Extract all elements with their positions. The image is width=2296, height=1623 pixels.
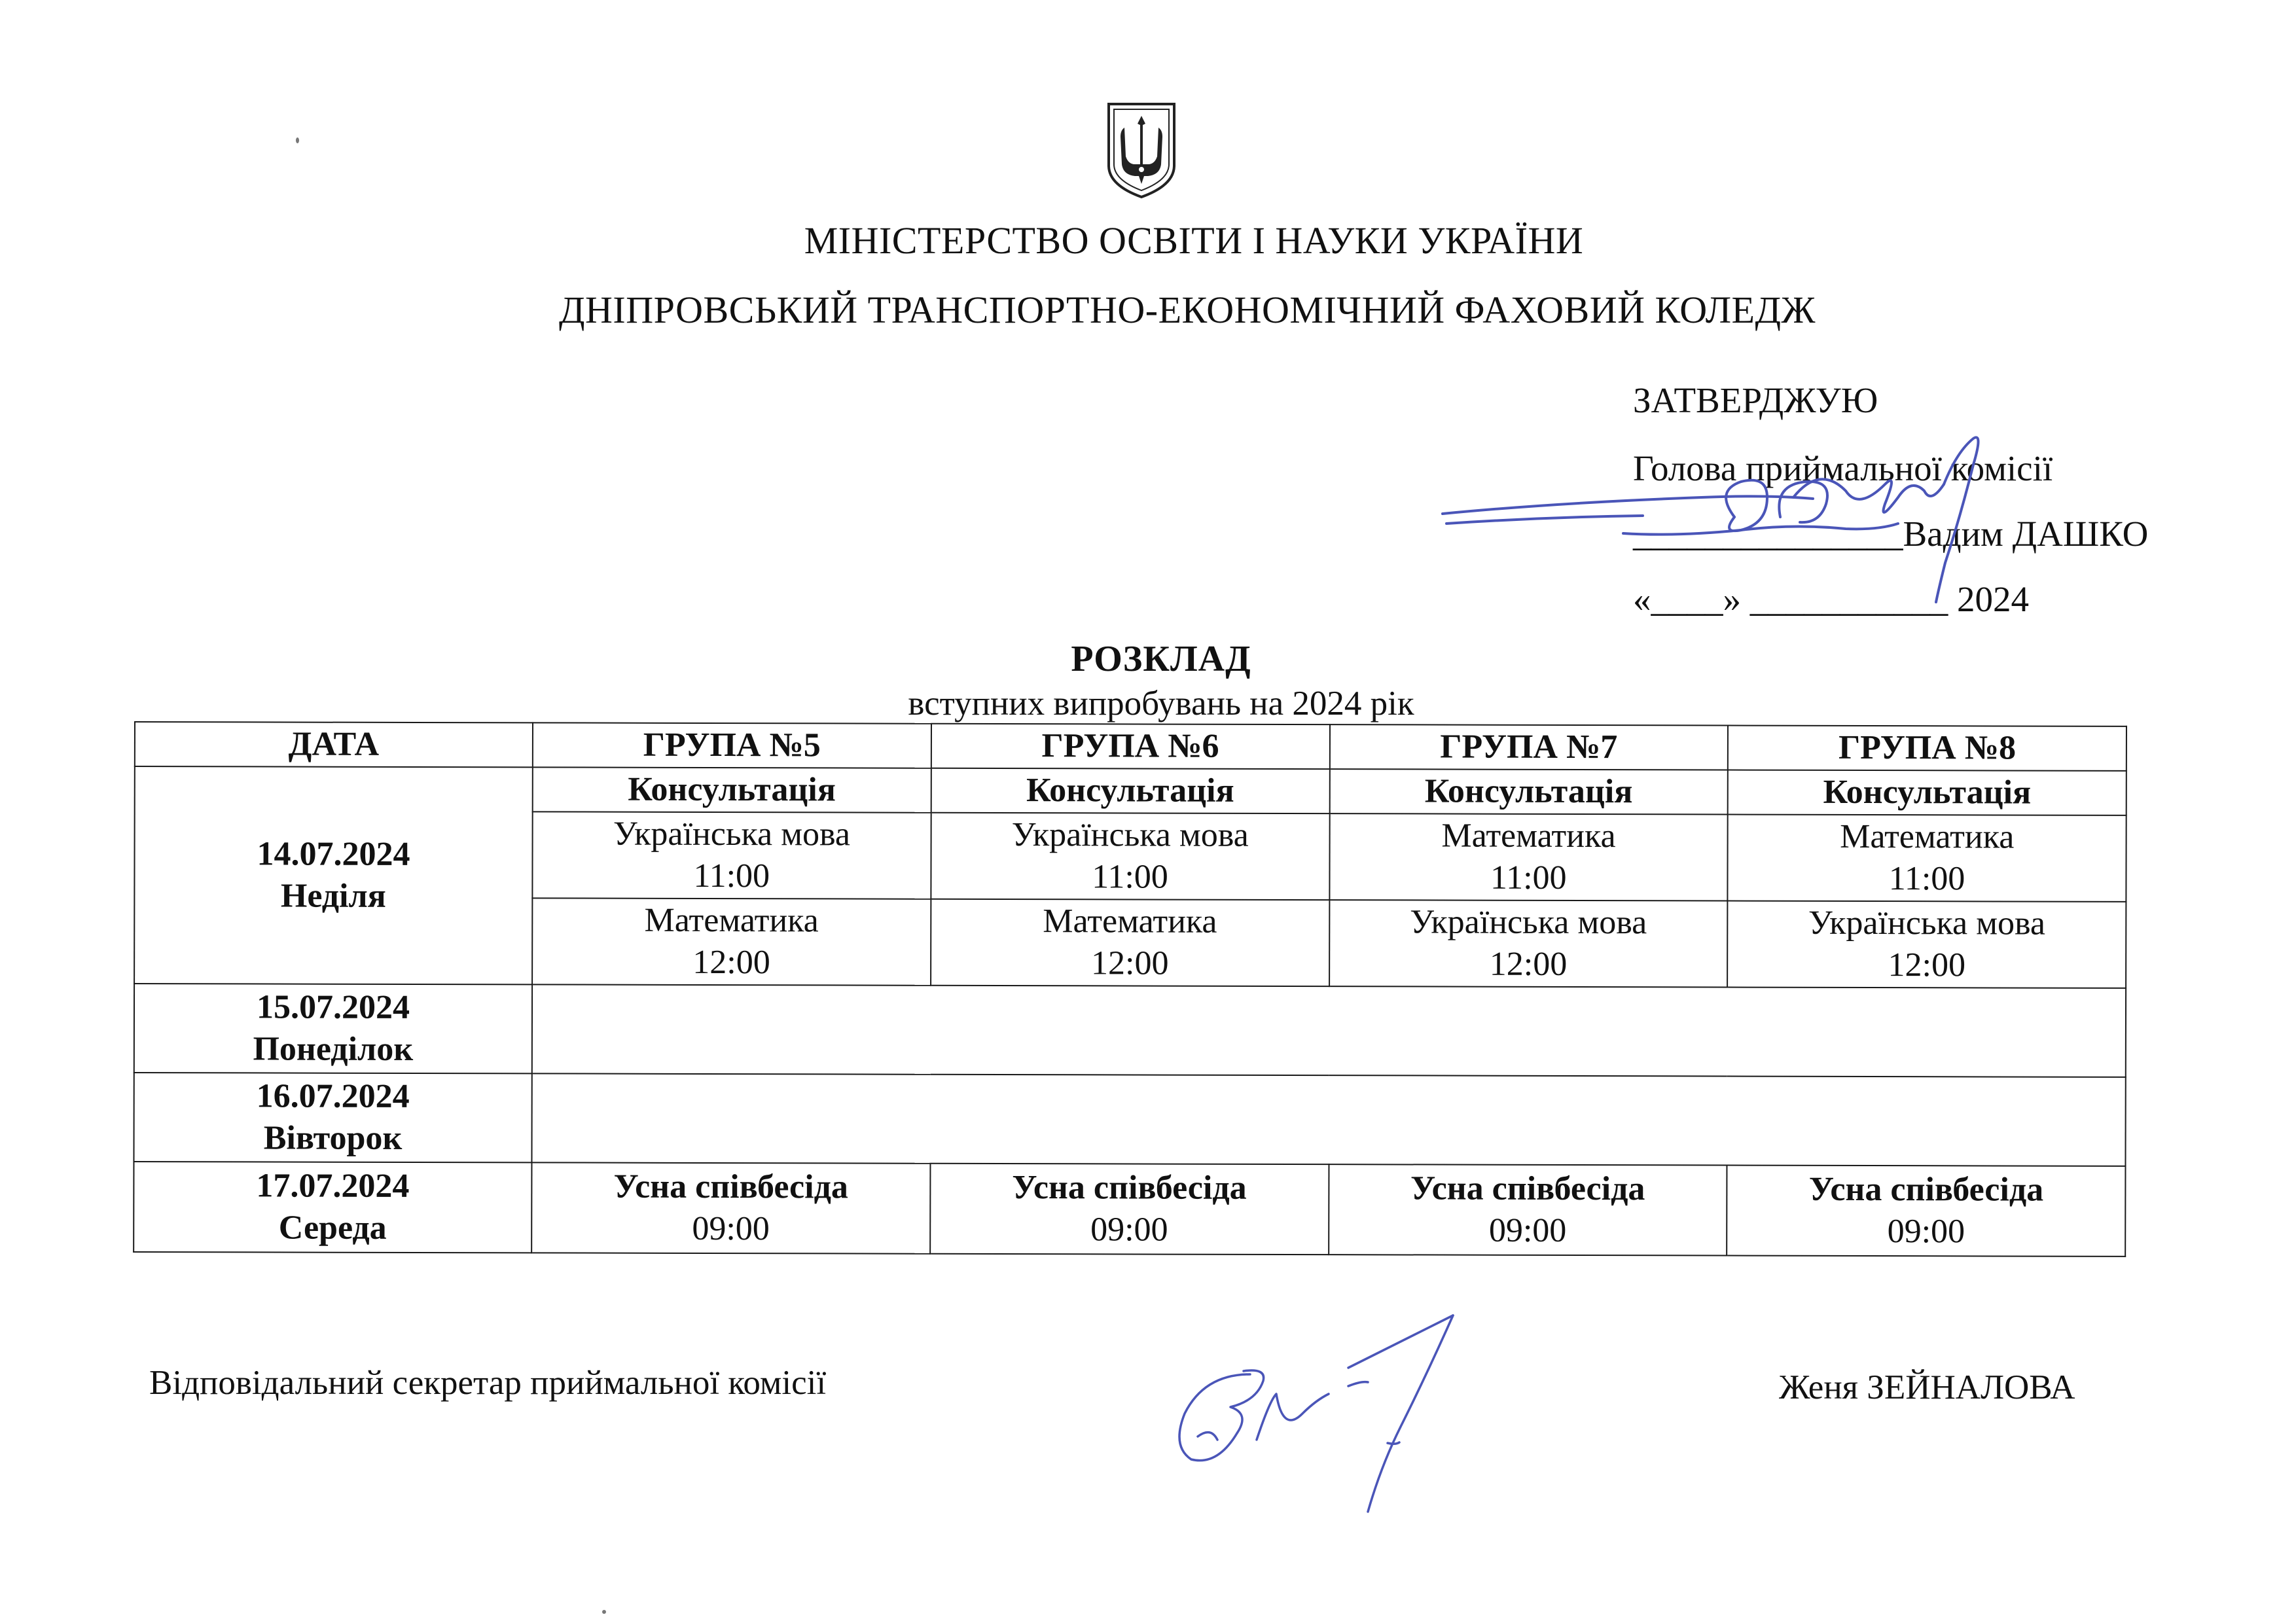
consultation-label: Консультація <box>931 768 1329 813</box>
schedule-cell <box>1329 900 1728 987</box>
date-cell <box>134 984 532 1073</box>
time: 09:00 <box>1887 1213 1965 1251</box>
schedule-cell <box>1728 815 2126 902</box>
secretary-signature <box>1152 1302 1558 1525</box>
schedule-cell <box>1727 901 2126 988</box>
table-row <box>134 1073 2125 1166</box>
table-row <box>134 984 2126 1077</box>
weekday-value: Неділя <box>280 877 386 915</box>
table-row <box>135 766 2126 815</box>
time: 11:00 <box>1490 859 1567 897</box>
schedule-cell <box>532 898 931 985</box>
time: 12:00 <box>692 943 770 982</box>
document-title: РОЗКЛАД <box>1071 639 1251 679</box>
schedule-cell <box>931 813 1329 900</box>
event: Усна співбесіда <box>613 1168 848 1206</box>
coat-of-arms-icon <box>1105 101 1178 200</box>
subject: Математика <box>1840 817 2015 856</box>
event: Усна співбесіда <box>1012 1169 1247 1207</box>
subject: Українська мова <box>1011 816 1249 854</box>
schedule-cell <box>531 1162 930 1253</box>
time: 12:00 <box>1888 946 1966 984</box>
table-row <box>134 1162 2125 1257</box>
weekday-value: Понеділок <box>253 1030 414 1068</box>
subject: Українська мова <box>613 815 851 853</box>
header-group-8: ГРУПА №8 <box>1728 726 2126 771</box>
weekday-value: Вівторок <box>263 1119 403 1157</box>
time: 11:00 <box>1888 860 1965 898</box>
date-value: 14.07.2024 <box>257 835 410 873</box>
time: 09:00 <box>1090 1211 1168 1249</box>
time: 12:00 <box>1090 944 1169 982</box>
approval-title: ЗАТВЕРДЖУЮ <box>1633 380 1878 420</box>
approval-date-line: «____» ___________ 2024 <box>1633 579 2029 619</box>
college-name: ДНІПРОВСЬКИЙ ТРАНСПОРТНО-ЕКОНОМІЧНИЙ ФАХОВИЙ КОЛЕДЖ <box>558 289 1816 331</box>
paper-speck <box>296 137 299 143</box>
event: Усна співбесіда <box>1410 1169 1645 1208</box>
date-cell <box>134 1073 531 1162</box>
schedule-cell <box>1727 1166 2125 1257</box>
date-cell <box>134 766 533 984</box>
approval-role: Голова приймальної комісії <box>1633 448 2053 488</box>
time: 11:00 <box>1092 858 1168 896</box>
head-signature <box>1427 425 2003 609</box>
schedule-cell <box>532 812 931 899</box>
consultation-label: Консультація <box>533 767 931 812</box>
subject: Математика <box>644 901 819 940</box>
date-value: 17.07.2024 <box>256 1167 410 1205</box>
time: 11:00 <box>693 857 770 895</box>
header-group-7: ГРУПА №7 <box>1329 724 1728 770</box>
paper-speck <box>602 1610 606 1614</box>
empty-cell <box>531 1073 2125 1166</box>
approval-name-line: _______________Вадим ДАШКО <box>1633 514 2149 554</box>
event: Усна співбесіда <box>1808 1170 2044 1209</box>
date-cell <box>134 1162 531 1253</box>
secretary-role: Відповідальний секретар приймальної комісії <box>149 1364 827 1402</box>
schedule-cell <box>1329 1164 1727 1255</box>
subject: Математика <box>1043 902 1217 940</box>
consultation-label: Консультація <box>1329 769 1728 814</box>
schedule-table <box>133 721 2127 1257</box>
ministry-name: МІНІСТЕРСТВО ОСВІТИ І НАУКИ УКРАЇНИ <box>804 219 1584 262</box>
date-value: 15.07.2024 <box>256 988 410 1026</box>
subject: Математика <box>1441 817 1616 855</box>
schedule-cell <box>931 899 1329 986</box>
header-group-6: ГРУПА №6 <box>931 724 1330 769</box>
time: 09:00 <box>692 1209 770 1248</box>
consultation-label: Консультація <box>1728 770 2126 815</box>
subject: Українська мова <box>1410 903 1647 942</box>
schedule-cell <box>1329 813 1728 901</box>
empty-cell <box>532 984 2126 1077</box>
header-group-5: ГРУПА №5 <box>533 722 931 768</box>
table-header-row <box>135 722 2126 771</box>
schedule-cell <box>930 1164 1329 1255</box>
header-date: ДАТА <box>135 722 533 767</box>
time: 09:00 <box>1488 1211 1567 1249</box>
time: 12:00 <box>1489 945 1568 983</box>
date-value: 16.07.2024 <box>256 1077 410 1115</box>
secretary-name: Женя ЗЕЙНАЛОВА <box>1779 1368 2075 1406</box>
weekday-value: Середа <box>278 1209 387 1247</box>
document-subtitle: вступних випробувань на 2024 рік <box>908 685 1414 722</box>
subject: Українська мова <box>1808 904 2046 942</box>
